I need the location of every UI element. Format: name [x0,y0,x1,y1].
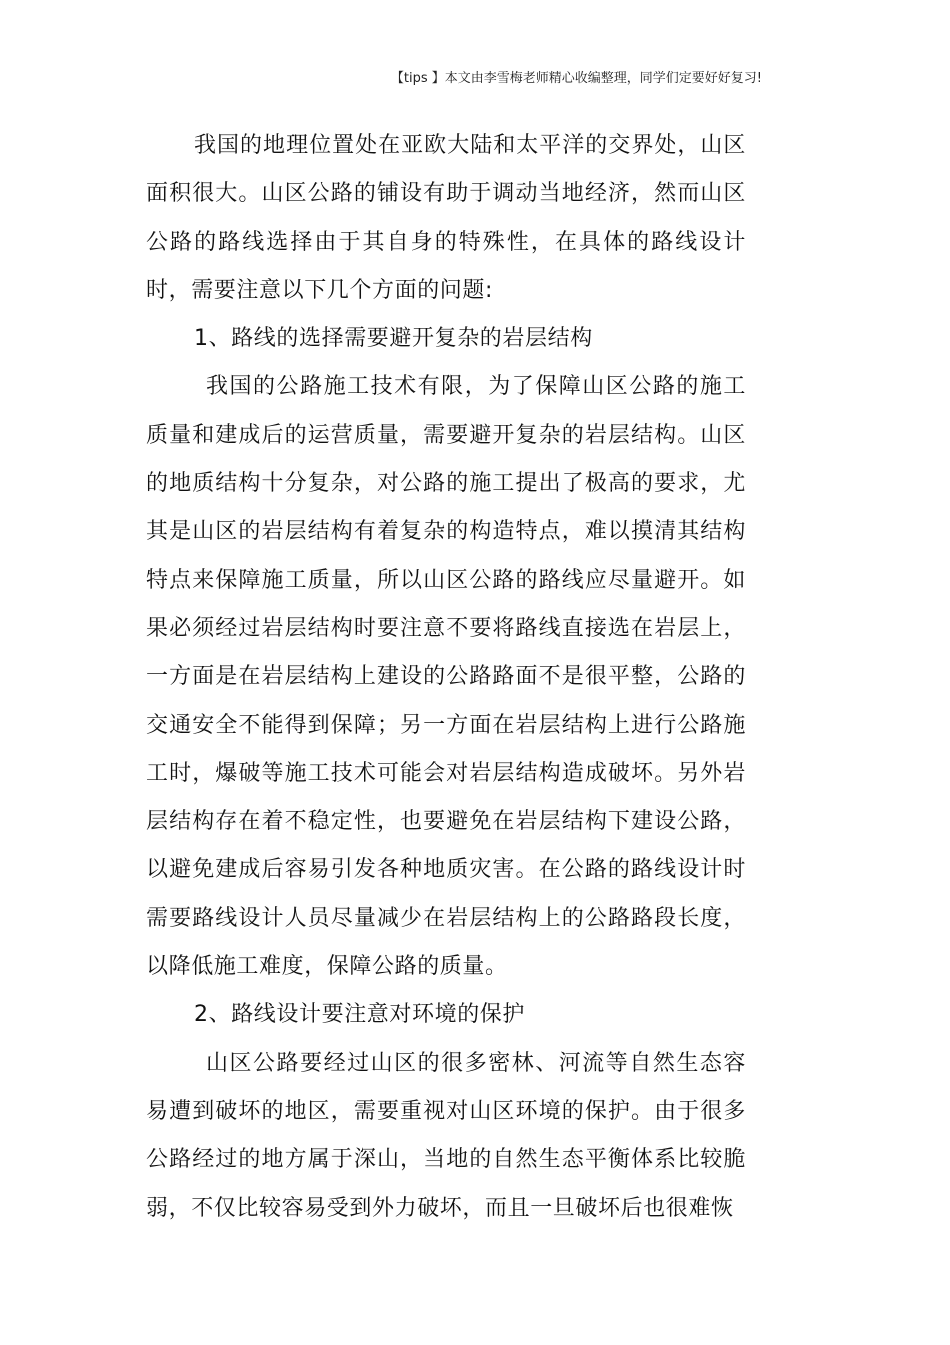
section-2-heading: 2、路线设计要注意对环境的保护 [194,1002,525,1028]
document-body [146,122,746,1233]
header-tip: 【tips 】本文由李雪梅老师精心收编整理，同学们定要好好复习! [390,71,762,86]
section-2-paragraph: 山区公路要经过山区的很多密林、河流等自然生态容易遭到破坏的地区，需要重视对山区环境的保护。由于很多公路经过的地方属于深山，当地的自然生态平衡体系比较脆弱，不仅比较容易受到外力破坏，而且一旦破坏后也很难恢 [146,1050,746,1221]
section-1-paragraph: 我国的公路施工技术有限，为了保障山区公路的施工质量和建成后的运营质量，需要避开复杂的岩层结构。山区的地质结构十分复杂，对公路的施工提出了极高的要求，尤其是山区的岩层结构有着复杂的构造特点，难以摸清其结构特点来保障施工质量，所以山区公路的路线应尽量避开。如果必须经过岩层结构时要注意不要将路线直接选在岩层上，一方面是在岩层结构上建设的公路路面不是很平整，公路的交通安全不能得到保障；另一方面在岩层结构上进行公路施工时，爆破等施工技术可能会对岩层结构造成破坏。另外岩层结构存在着不稳定性，也要避免在岩层结构下建设公路，以避免建成后容易引发各种地质灾害。在公路的路线设计时需要路线设计人员尽量减少在岩层结构上的公路路段长度，以降低施工难度，保障公路的质量。 [146,374,746,980]
section-1-heading: 1、路线的选择需要避开复杂的岩层结构 [194,326,593,352]
intro-paragraph: 我国的地理位置处在亚欧大陆和太平洋的交界处，山区面积很大。山区公路的铺设有助于调动当地经济，然而山区公路的路线选择由于其自身的特殊性，在具体的路线设计时，需要注意以下几个方面的问题: [146,133,746,303]
